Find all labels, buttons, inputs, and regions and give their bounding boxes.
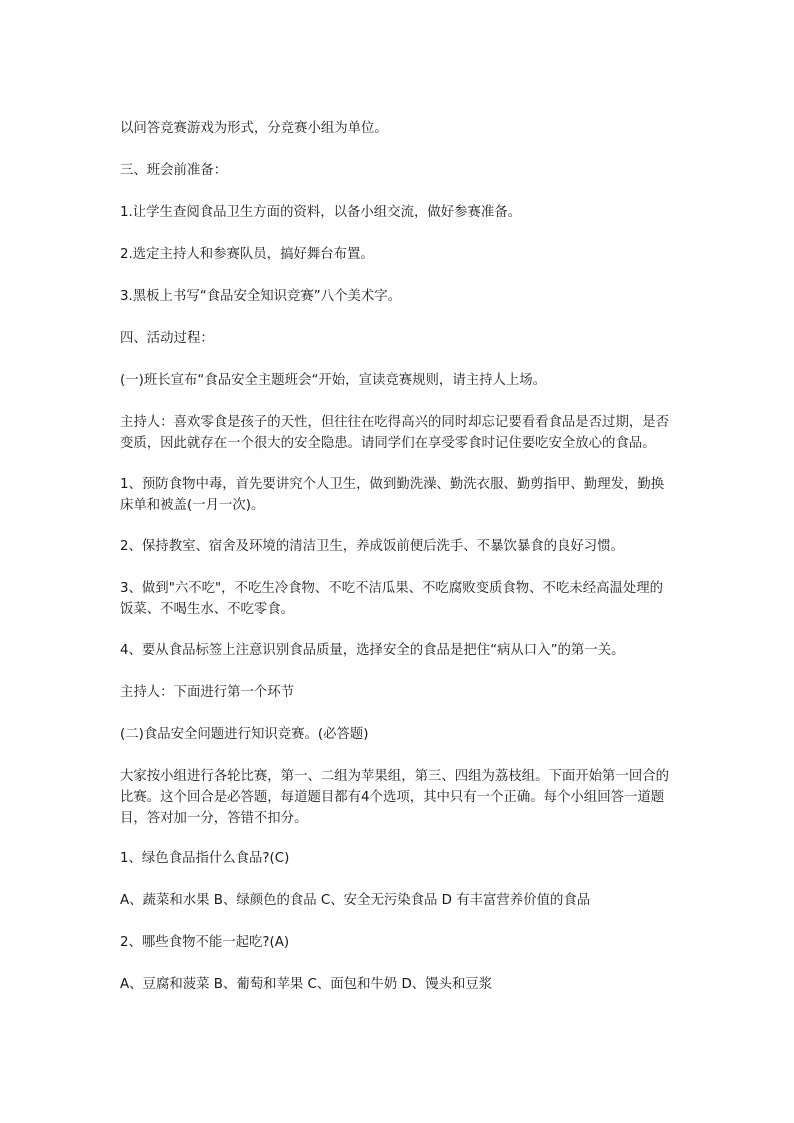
prep-item-2: 2.选定主持人和参赛队员，搞好舞台布置。 — [120, 247, 374, 262]
question-1-options: A、蔬菜和水果 B、绿颜色的食品 C、安全无污染食品 D 有丰富营养价值的食品 — [120, 893, 591, 908]
prep-item-3: 3.黑板上书写“食品安全知识竞赛”八个美术字。 — [120, 289, 402, 304]
tip-item-2: 2、保持教室、宿舍及环境的清洁卫生，养成饭前便后洗手、不暴饮暴食的良好习惯。 — [120, 539, 624, 554]
heading-preparation: 三、班会前准备： — [120, 163, 228, 178]
paragraph-format: 以问答竞赛游戏为形式，分竞赛小组为单位。 — [120, 121, 388, 136]
heading-process: 四、活动过程： — [120, 331, 214, 346]
host-intro-paragraph: 主持人：喜欢零食是孩子的天性，但往往在吃得高兴的同时却忘记要看看食品是否过期，是否变质，因此就存在一个很大的安全隐患。请同学们在享受零食时记住要吃安全放心的食品。 — [120, 415, 670, 451]
host-next-section: 主持人：下面进行第一个环节 — [120, 685, 295, 700]
question-1: 1、绿色食品指什么食品?(C) — [120, 851, 290, 866]
tip-item-3: 3、做到"六不吃"，不吃生冷食物、不吃不洁瓜果、不吃腐败变质食物、不吃未经高温处理的饭菜、不喝生水、不吃零食。 — [120, 581, 664, 617]
tip-item-4: 4、要从食品标签上注意识别食品质量，选择安全的食品是把住“病从口入”的第一关。 — [120, 643, 625, 658]
tip-item-1: 1、预防食物中毒，首先要讲究个人卫生，做到勤洗澡、勤洗衣服、勤剪指甲、勤理发，勤换床单和被盖(一月一次)。 — [120, 477, 665, 513]
process-step-1: (一)班长宣布“食品安全主题班会“开始，宣读竞赛规则，请主持人上场。 — [120, 373, 547, 388]
question-2-options: A、豆腐和菠菜 B、葡萄和苹果 C、面包和牛奶 D、馒头和豆浆 — [120, 977, 493, 992]
competition-rules: 大家按小组进行各轮比赛，第一、二组为苹果组，第三、四组为荔枝组。下面开始第一回合的比赛。这个回合是必答题，每道题目都有4个选项，其中只有一个正确。每个小组回答一道题目，答对加一分，答错不扣分。 — [120, 769, 670, 826]
question-2: 2、哪些食物不能一起吃?(A) — [120, 935, 290, 950]
process-step-2: (二)食品安全问题进行知识竞赛。(必答题) — [120, 727, 369, 742]
prep-item-1: 1.让学生查阅食品卫生方面的资料，以备小组交流，做好参赛准备。 — [120, 205, 522, 220]
